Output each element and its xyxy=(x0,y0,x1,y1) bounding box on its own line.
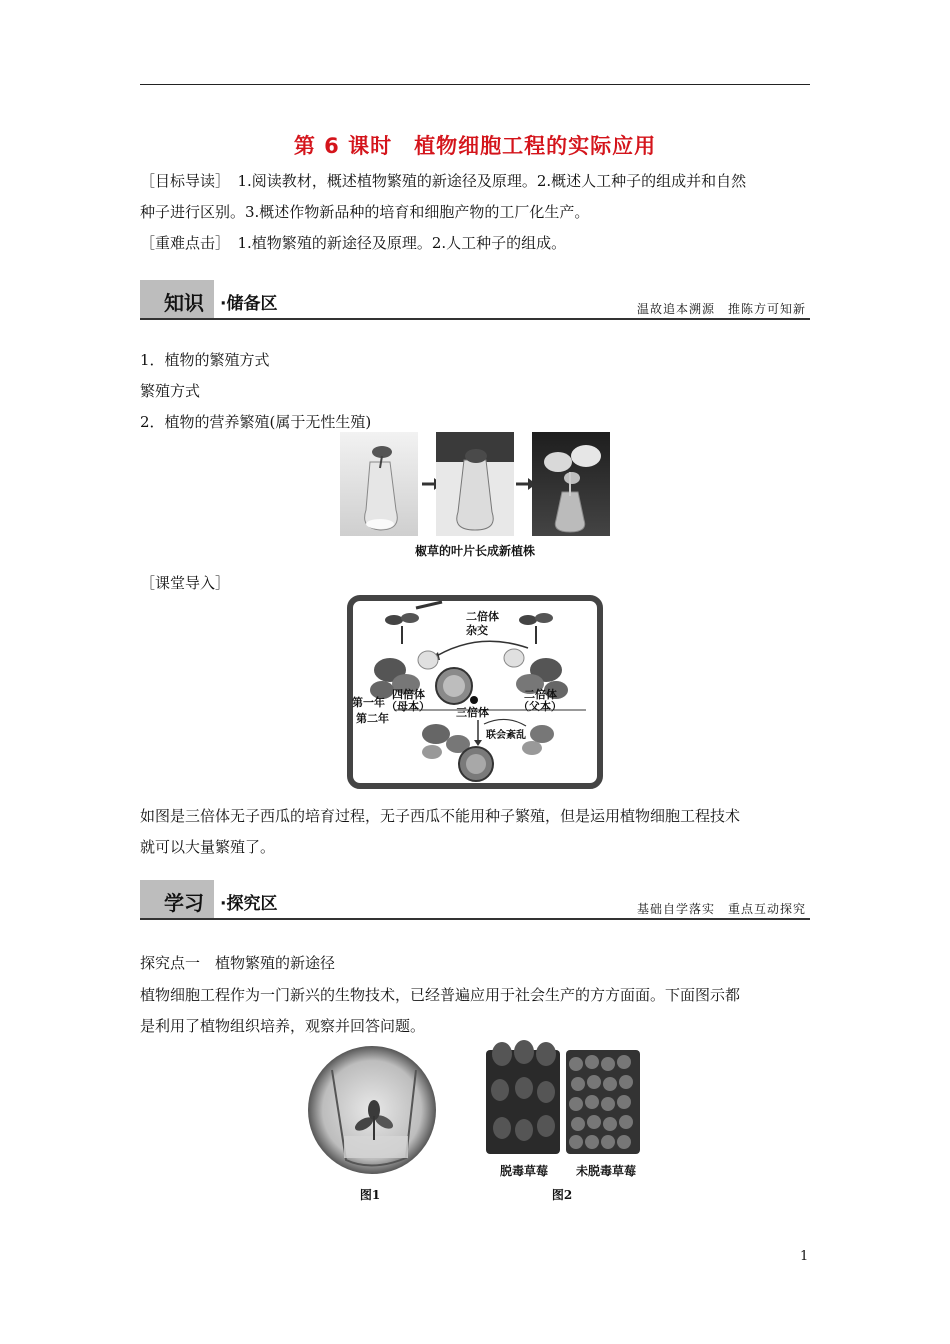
figure-tissue-culture-flask xyxy=(306,1040,438,1180)
banner-subtitle: ·储备区 xyxy=(220,294,278,314)
figure-strawberries xyxy=(484,1040,642,1156)
body-line-1: 植物细胞工程作为一门新兴的生物技术，已经普遍应用于社会生产的方方面面。下面图示都 xyxy=(140,986,741,1004)
triploid-watermelon-diagram xyxy=(346,594,604,790)
banner-rule xyxy=(140,318,810,320)
label-triploid: 三倍体 xyxy=(456,706,489,719)
topic-heading: 探究点一 植物繁殖的新途径 xyxy=(140,954,336,972)
key-points-line: ［重难点击］ 1.植物繁殖的新途径及原理。2.人工种子的组成。 xyxy=(140,234,567,252)
label-synapsis: 联会紊乱 xyxy=(486,730,526,741)
leaf-propagation-photos xyxy=(340,432,610,542)
banner-title: 学习 xyxy=(164,891,204,915)
label-year-1: 第一年 xyxy=(352,696,385,709)
label-year-2: 第二年 xyxy=(356,712,389,725)
section-banner-study xyxy=(140,880,810,922)
banner-motto: 基础自学落实 重点互动探究 xyxy=(636,902,806,916)
page-title: 第 6 课时 植物细胞工程的实际应用 xyxy=(293,134,657,158)
desc-line-2: 就可以大量繁殖了。 xyxy=(140,838,276,856)
label-father: （父本） xyxy=(518,700,562,713)
fig2-left-label: 脱毒草莓 xyxy=(499,1164,548,1178)
goal-line-1: ［目标导读］ 1.阅读教材，概述植物繁殖的新途径及原理。2.概述人工种子的组成并和自然 xyxy=(140,172,747,190)
body-line-2: 是利用了植物组织培养，观察并回答问题。 xyxy=(140,1017,426,1035)
lead-in-label: ［课堂导入］ xyxy=(140,574,231,592)
label-tetraploid: 四倍体 xyxy=(392,688,425,701)
banner-title: 知识 xyxy=(164,291,204,315)
item-1: 1．植物的繁殖方式 xyxy=(140,351,270,369)
flask-photo xyxy=(306,1040,438,1180)
label-diploid-top: 二倍体 xyxy=(466,610,499,623)
item-2: 2．植物的营养繁殖(属于无性生殖) xyxy=(140,413,372,431)
item-1-sub: 繁殖方式 xyxy=(140,382,201,400)
header-rule xyxy=(140,84,810,85)
label-cross: 杂交 xyxy=(466,624,488,637)
fig2-right-label: 未脱毒草莓 xyxy=(575,1164,636,1178)
fig1-label: 图1 xyxy=(359,1188,381,1202)
diagram-svg xyxy=(346,594,604,790)
label-mother: （母本） xyxy=(386,700,430,713)
desc-line-1: 如图是三倍体无子西瓜的培育过程，无子西瓜不能用种子繁殖，但是运用植物细胞工程技术 xyxy=(140,807,741,825)
banner-motto: 温故追本溯源 推陈方可知新 xyxy=(636,302,806,316)
figure-leaf-propagation xyxy=(340,432,610,542)
page-number: 1 xyxy=(800,1249,809,1264)
banner-rule xyxy=(140,918,810,920)
fig2-label: 图2 xyxy=(551,1188,573,1202)
banner-subtitle: ·探究区 xyxy=(220,894,278,914)
strawberry-photo xyxy=(484,1040,642,1156)
label-diploid: 二倍体 xyxy=(524,688,557,701)
goal-line-2: 种子进行区别。3.概述作物新品种的培育和细胞产物的工厂化生产。 xyxy=(140,203,590,221)
section-banner-knowledge xyxy=(140,280,810,322)
figure1-caption: 椒草的叶片长成新植株 xyxy=(414,544,535,558)
